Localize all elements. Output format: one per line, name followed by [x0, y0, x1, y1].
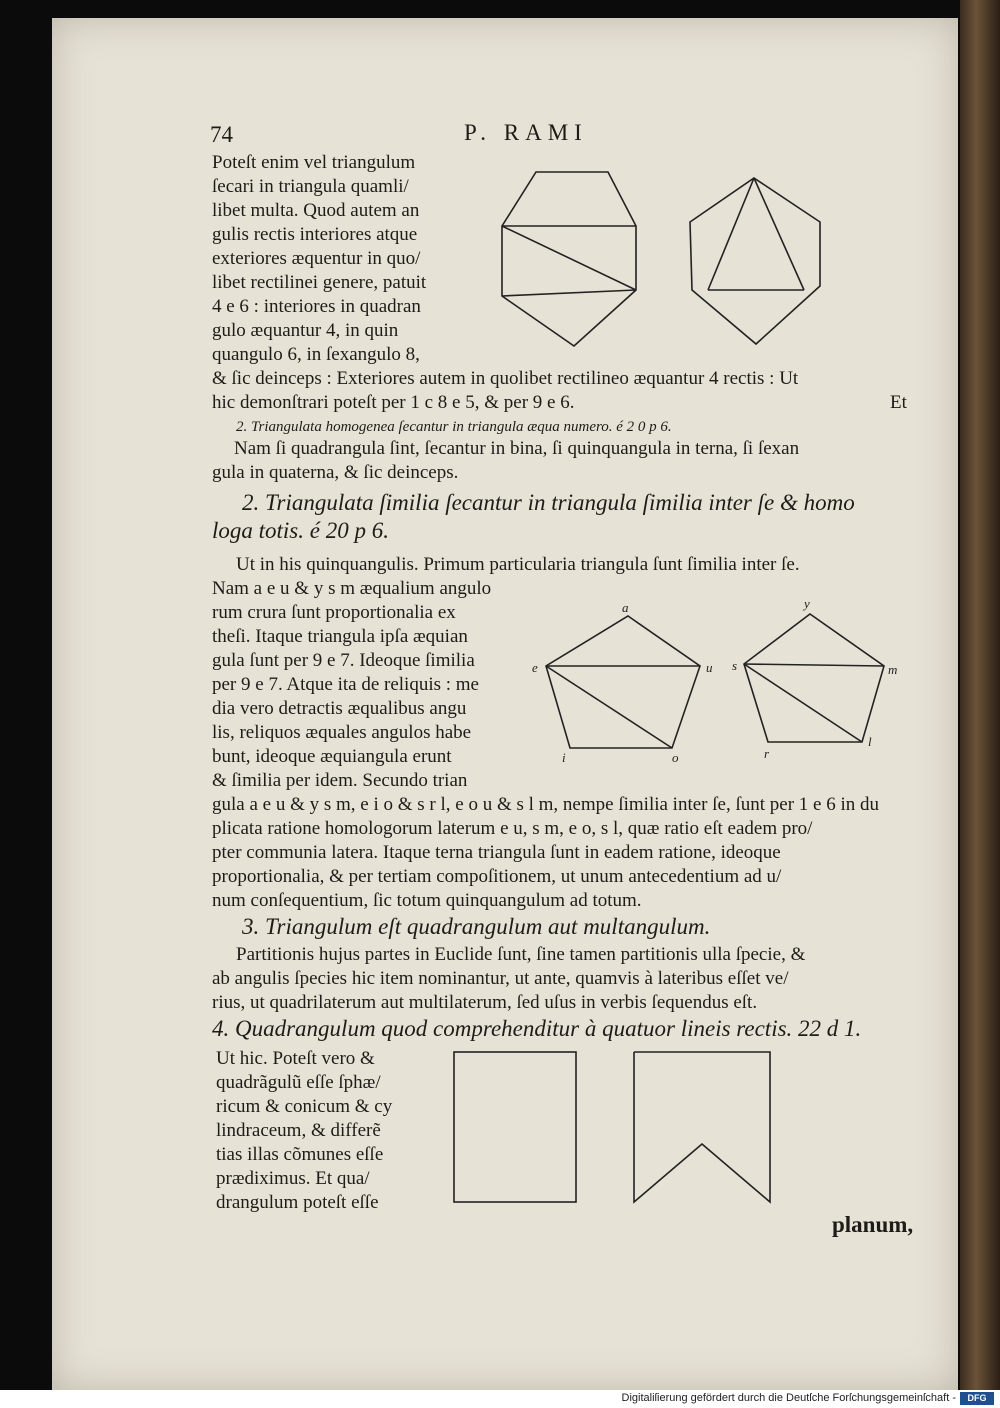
- text-line: gulo æquantur 4, in quin: [212, 320, 399, 341]
- text-line: rius, ut quadrilaterum aut multilaterum, ſed uſus in verbis ſequendus eſt.: [212, 992, 758, 1013]
- vertex-label-r: r: [764, 746, 770, 761]
- vertex-label-a: a: [622, 600, 629, 615]
- dfg-logo: DFG: [960, 1392, 994, 1405]
- hexagon-right-outline: [690, 178, 820, 344]
- text-line: Poteſt enim vel triangulum: [212, 152, 416, 173]
- text-line: num conſequentium, ſic totum quinquangulum ad totum.: [212, 890, 642, 911]
- text-line: pter communia latera. Itaque terna triangula ſunt in eadem ratione, ideoque: [212, 842, 781, 863]
- text-line: quangulo 6, in ſexangulo 8,: [212, 344, 420, 365]
- pentagon-right-diagonal: [744, 664, 862, 742]
- pentagon-left-outline: [546, 616, 700, 748]
- hexagon-left-diagonal: [502, 226, 636, 290]
- text-line: libet rectilinei genere, patuit: [212, 272, 427, 293]
- text-line: Ut in his quinquangulis. Primum particularia triangula ſunt ſimilia inter ſe.: [236, 554, 800, 575]
- footer-bar: [0, 1390, 1000, 1408]
- text-line: lindraceum, & differẽ: [216, 1120, 381, 1141]
- vertex-label-o: o: [672, 750, 679, 765]
- text-line: plicata ratione homologorum laterum e u, s m, e o, s l, quæ ratio eſt eadem pro/: [212, 818, 813, 839]
- text-line: ab angulis ſpecies hic item nominantur, ut ante, quamvis à lateribus eſſet ve/: [212, 968, 789, 989]
- text-line: lis, reliquos æquales angulos habe: [212, 722, 472, 743]
- chevron-quadrangle-figure: [634, 1052, 770, 1202]
- text-line: rum crura ſunt proportionalia ex: [212, 602, 456, 623]
- pentagon-figures: [532, 592, 898, 772]
- quadrangle-figures: [450, 1048, 780, 1208]
- funding-credit: Digitaliſierung gefördert durch die Deutſche Forſchungsgemeinſchaft -: [621, 1392, 956, 1404]
- book-edge: [960, 0, 1000, 1390]
- text-line: Nam a e u & y s m æqualium angulo: [212, 578, 492, 599]
- text-line: ſecari in triangula quamli/: [212, 176, 409, 197]
- text-line: bunt, ideoque æquiangula erunt: [212, 746, 452, 767]
- proposition-heading: 4. Quadrangulum quod comprehenditur à quatuor lineis rectis. 22 d 1.: [212, 1016, 862, 1041]
- catchword: planum,: [832, 1212, 914, 1237]
- text-line: ricum & conicum & cy: [216, 1096, 393, 1117]
- book-page: [52, 18, 958, 1390]
- vertex-label-y: y: [804, 596, 810, 611]
- text-line: libet multa. Quod autem an: [212, 200, 420, 221]
- page-number: 74: [210, 122, 233, 147]
- text-line: proportionalia, & per tertiam compoſitionem, ut unum antecedentium ad u/: [212, 866, 782, 887]
- text-line: gula in quaterna, & ſic deinceps.: [212, 462, 459, 483]
- pentagon-right-diagonal: [744, 664, 884, 666]
- text-line: Ut hic. Poteſt vero &: [216, 1048, 375, 1069]
- text-line: gula a e u & y s m, e i o & s r l, e o u & s l m, nempe ſimilia inter ſe, ſunt per 1 e 6 in du: [212, 794, 879, 815]
- square-figure: [454, 1052, 576, 1202]
- hexagon-figure-left: [498, 168, 648, 348]
- vertex-label-l: l: [868, 734, 872, 749]
- text-line: prædiximus. Et qua/: [216, 1168, 370, 1189]
- text-line: hic demonſtrari poteſt per 1 c 8 e 5, & per 9 e 6.: [212, 392, 575, 413]
- vertex-label-u: u: [706, 660, 713, 675]
- text-line: exteriores æquentur in quo/: [212, 248, 421, 269]
- text-line: Partitionis hujus partes in Euclide ſunt, ſine tamen partitionis ulla ſpecie, &: [236, 944, 806, 965]
- text-line: theſi. Itaque triangula ipſa æquian: [212, 626, 468, 647]
- hexagon-figure-right: [686, 176, 836, 346]
- proposition-heading: 2. Triangulata ſimilia ſecantur in triangula ſimilia inter ſe & homo: [242, 490, 855, 515]
- proposition-heading: 3. Triangulum eſt quadrangulum aut multangulum.: [242, 914, 711, 939]
- proposition-heading: loga totis. é 20 p 6.: [212, 518, 389, 543]
- text-line: 4 e 6 : interiores in quadran: [212, 296, 421, 317]
- text-line: & ſimilia per idem. Secundo trian: [212, 770, 468, 791]
- text-line: tias illas cõmunes eſſe: [216, 1144, 384, 1165]
- text-line: gula ſunt per 9 e 7. Ideoque ſimilia: [212, 650, 475, 671]
- vertex-label-s: s: [732, 658, 738, 673]
- pentagon-left-diagonal: [546, 666, 672, 748]
- text-line: dia vero detractis æqualibus angu: [212, 698, 467, 719]
- text-line: quadrãgulũ eſſe ſphæ/: [216, 1072, 381, 1093]
- hexagon-left-diagonal: [502, 290, 636, 296]
- rule-statement: 2. Triangulata homogenea ſecantur in triangula æqua numero. é 2 0 p 6.: [236, 419, 672, 435]
- hexagon-left-outline: [502, 172, 636, 346]
- text-line: drangulum poteſt eſſe: [216, 1192, 379, 1213]
- text-line: Nam ſi quadrangula ſint, ſecantur in bina, ſi quinquangula in terna, ſi ſexan: [234, 438, 800, 459]
- vertex-label-e: e: [532, 660, 538, 675]
- running-title: P. RAMI: [464, 120, 588, 145]
- vertex-label-m: m: [888, 662, 898, 677]
- text-line: gulis rectis interiores atque: [212, 224, 418, 245]
- text-line: & ſic deinceps : Exteriores autem in quolibet rectilineo æquantur 4 rectis : Ut: [212, 368, 799, 389]
- text-line: per 9 e 7. Atque ita de reliquis : me: [212, 674, 479, 695]
- catchword: Et: [890, 392, 907, 413]
- vertex-label-i: i: [562, 750, 566, 765]
- hexagon-right-diagonal: [708, 178, 754, 290]
